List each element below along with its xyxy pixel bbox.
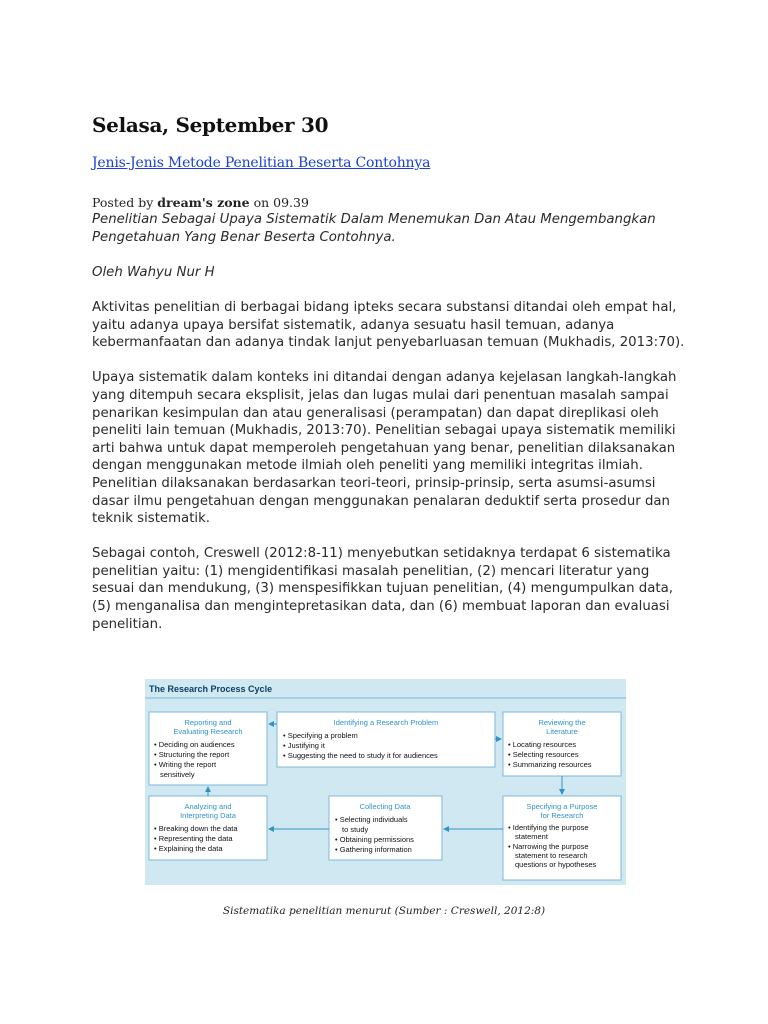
- box-identifying-item-3: • Suggesting the need to study it for audiences: [283, 751, 438, 760]
- post-meta: [92, 195, 309, 210]
- post-body: [92, 211, 692, 651]
- box-analyzing-item-3: • Explaining the data: [154, 844, 223, 853]
- box-analyzing-heading-2: Interpreting Data: [180, 811, 236, 820]
- box-reviewing-item-2: • Selecting resources: [508, 750, 579, 759]
- post-time[interactable]: 09.39: [273, 195, 309, 210]
- box-reporting-item-3b: sensitively: [160, 770, 195, 779]
- box-reporting-item-1: • Deciding on audiences: [154, 740, 235, 749]
- box-analyzing-item-2: • Representing the data: [154, 834, 233, 843]
- box-identifying-item-1: • Specifying a problem: [283, 731, 358, 740]
- box-collecting-item-1b: to study: [342, 825, 369, 834]
- research-cycle-diagram: [145, 679, 626, 885]
- box-reviewing-item-3: • Summarizing resources: [508, 760, 592, 769]
- on-label: on: [253, 195, 270, 210]
- box-collecting-heading: Collecting Data: [359, 802, 411, 811]
- figure-title: The Research Process Cycle: [149, 684, 273, 694]
- box-reviewing-heading-1: Reviewing the: [538, 718, 586, 727]
- box-reviewing-heading-2: Literature: [546, 727, 578, 736]
- box-reporting-item-2: • Structuring the report: [154, 750, 230, 759]
- paragraph-2: Upaya sistematik dalam konteks ini ditandai dengan adanya kejelasan langkah-langkah yang ditempuh secara eksplisit, jelas dan lugas mulai dari penentuan masalah sampai penarikan kesimpulan dan atau generalisasi (perampatan) dan dapat direplikasi oleh peneliti lain temuan (Mukhadis, 2013:70). Penelitian sebagai upaya sistematik memiliki arti bahwa untuk dapat memperoleh pengetahuan yang benar, penelitian dilaksanakan dengan menggunakan metode ilmiah oleh peneliti yang memiliki integritas ilmiah. Penelitian dilaksanakan berdasarkan teori-teori, prinsip-prinsip, serta asumsi-asumsi dasar ilmu pengetahuan dengan menggunakan penalaran deduktif serta prosedur dan teknik sistematik.: [92, 370, 677, 527]
- box-specifying-heading-2: for Research: [540, 811, 584, 820]
- box-reporting-item-3a: • Writing the report: [154, 760, 217, 769]
- box-specifying-item-1b: statement: [515, 832, 548, 841]
- box-analyzing-heading-1: Analyzing and: [184, 802, 232, 811]
- box-specifying-heading-1: Specifying a Purpose: [526, 802, 598, 811]
- post-byline: Oleh Wahyu Nur H: [92, 264, 215, 280]
- box-specifying-item-2b: statement to research: [515, 851, 588, 860]
- box-specifying-item-2a: • Narrowing the purpose: [508, 842, 589, 851]
- box-identifying-item-2: • Justifying it: [283, 741, 325, 750]
- box-reporting-heading-1: Reporting and: [184, 718, 232, 727]
- box-analyzing-item-1: • Breaking down the data: [154, 824, 238, 833]
- paragraph-1: Aktivitas penelitian di berbagai bidang ipteks secara substansi ditandai oleh empat hal, yaitu adanya upaya bersifat sistematik, adanya sesuatu hasil temuan, adanya kebermanfaatan dan adanya tindak lanjut penyebarluasan temuan (Mukhadis, 2013:70).: [92, 299, 685, 351]
- box-reviewing-item-1: • Locating resources: [508, 740, 577, 749]
- box-collecting-item-3: • Gathering information: [335, 845, 412, 854]
- posted-by-label: Posted by: [92, 195, 154, 210]
- post-subtitle: Penelitian Sebagai Upaya Sistematik Dalam Menemukan Dan Atau Mengembangkan Pengetahuan Yang Benar Beserta Contohnya.: [92, 212, 656, 245]
- box-specifying-item-1a: • Identifying the purpose: [508, 823, 589, 832]
- date-heading: Selasa, September 30: [92, 113, 329, 137]
- box-identifying-heading: Identifying a Research Problem: [333, 718, 439, 727]
- paragraph-3: Sebagai contoh, Creswell (2012:8-11) menyebutkan setidaknya terdapat 6 sistematika penelitian yaitu: (1) mengidentifikasi masalah penelitian, (2) mencari literatur yang sesuai dan mendukung, (3) menspesifikkan tujuan penelitian, (4) mengumpulkan data, (5) menganalisa dan mengintepretasikan data, dan (6) membuat laporan dan evaluasi penelitian.: [92, 546, 673, 632]
- box-collecting-item-2: • Obtaining permissions: [335, 835, 414, 844]
- post-title-link[interactable]: Jenis-Jenis Metode Penelitian Beserta Contohnya: [92, 155, 431, 171]
- box-specifying-item-2c: questions or hypotheses: [515, 860, 597, 869]
- box-collecting-item-1a: • Selecting individuals: [335, 815, 408, 824]
- author-name[interactable]: dream's zone: [157, 195, 250, 210]
- figure-caption: Sistematika penelitian menurut (Sumber : Creswell, 2012:8): [222, 905, 546, 917]
- box-reporting-heading-2: Evaluating Research: [173, 727, 243, 736]
- research-cycle-figure: [145, 679, 626, 885]
